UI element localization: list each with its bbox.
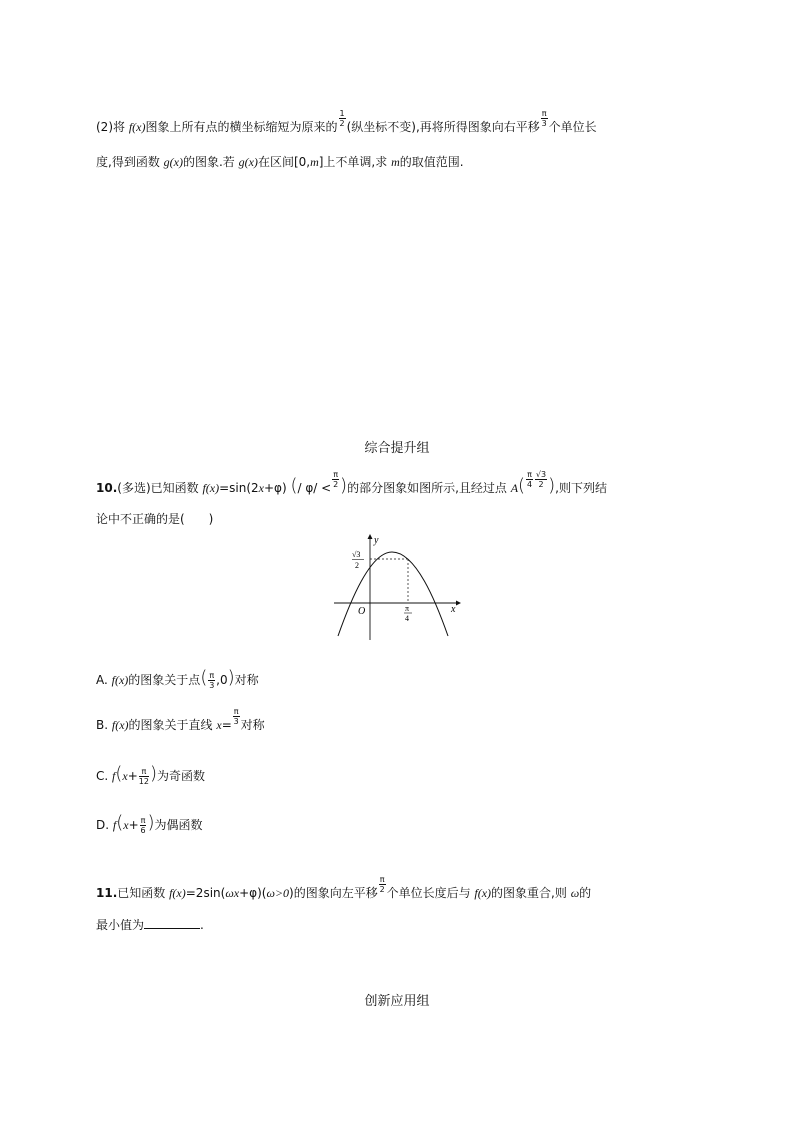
q10-line1: 10.(多选)已知函数 f(x)=sin(2x+φ) (/ φ/ < $\frac{\pi}{2}$ )的部分图象如图所示,且经过点 A( $\frac{\pi}{4}$ $\frac{√3}{2}$ ),则下列结 [96,470,607,496]
q10-line2: 论中不正确的是( ) [96,512,214,526]
y-axis-label: y [374,535,379,546]
y-axis-arrow [368,534,373,539]
section-heading-innovation: 创新应用组 [364,994,430,1009]
section-heading-comprehensive: 综合提升组 [364,441,430,456]
option-a[interactable]: A. f(x)的图象关于点( $\frac{\pi}{3}$ ,0)对称 [96,667,259,690]
y-tick-num: √3 [352,550,361,559]
sine-graph [332,532,462,642]
fraction-pi-over-3: $\frac{\pi}{3}$ [541,109,547,128]
origin-label: O [358,606,366,617]
option-b[interactable]: B. f(x)的图象关于直线 x= $\frac{\pi}{3}$ 对称 [96,707,265,732]
q11-line2: 最小值为 . [96,918,204,932]
option-c[interactable]: C. f(x+ $\frac{\pi}{12}$ )为奇函数 [96,763,206,786]
y-tick-den: 2 [355,561,359,570]
x-tick-num: π [405,604,410,613]
x-tick-den: 4 [405,614,409,623]
x-axis-arrow [456,601,461,606]
q11-line1: 11.已知函数 f(x)=2sin(ωx+φ)(ω>0)的图象向左平移 $\frac{\pi}{2}$ 个单位长度后与 f(x)的图象重合,则 ω的 [96,875,592,900]
answer-blank[interactable] [144,916,200,929]
part2-line2: 度,得到函数 g(x)的图象.若 g(x)在区间[0,m]上不单调,求 m的取值范围. [96,155,464,169]
x-axis-label: x [451,604,456,615]
option-d[interactable]: D. f(x+ $\frac{\pi}{6}$ )为偶函数 [96,812,203,835]
part2-line1: (2)将 f(x)图象上所有点的横坐标缩短为原来的 $\frac{1}{2}$ (纵坐标不变),再将所得图象向右平移 $\frac{\pi}{3}$ 个单位长 [96,109,597,134]
fraction-half: $\frac{1}{2}$ [339,109,345,128]
